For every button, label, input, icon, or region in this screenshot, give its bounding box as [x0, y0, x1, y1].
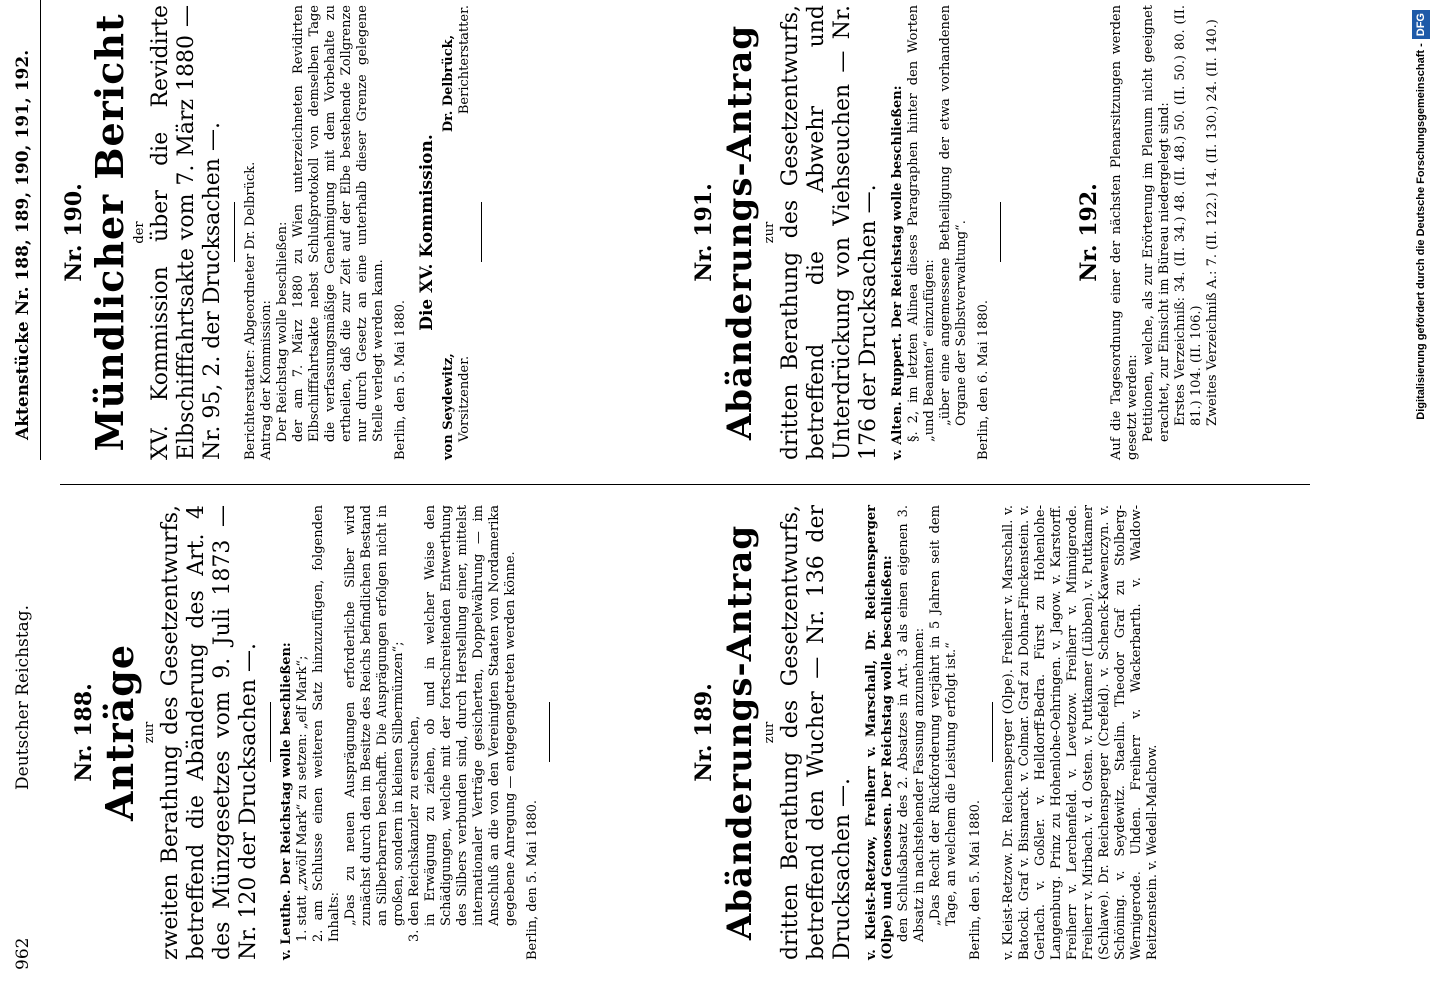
column-divider	[60, 484, 1310, 485]
nr191-text: §. 2, im letzten Alinea dieses Paragraphen hinter den Worten „und Beamten“ einzufügen:	[906, 5, 937, 442]
nr189-zur: zur	[762, 721, 777, 744]
nr188-title: Anträge	[97, 643, 142, 822]
nr188-item-1: 1. statt „zwölf Mark“ zu setzen: „elf Mark“;	[295, 655, 310, 942]
section-heading: Aktenstücke Nr. 188, 189, 190, 191, 192.	[13, 49, 33, 440]
nr190-reporter-sig	[441, 5, 473, 132]
nr190-rule	[234, 203, 235, 263]
nr191-subject: dritten Berathung des Gesetzentwurfs, betreffend die Abwehr und Unterdrückung von Viehseuchen — Nr. 176 der Drucksachen —.	[778, 5, 881, 460]
nr191-quote: „über eine angemessene Betheiligung der etwa vorhandenen Organe der Selbstverwaltung“.	[938, 5, 969, 426]
nr188-subject: zweiten Berathung des Gesetzentwurfs, betreffend die Abänderung des Art. 4 des Münzgesetzes vom 9. Juli 1873 — Nr. 120 der Drucksachen —.	[158, 505, 261, 960]
nr190-signatures	[441, 5, 473, 460]
nr190-der: der	[132, 221, 147, 244]
nr189-quote: „Das Recht der Rückforderung verjährt in 5 Jahren seit dem Tage, an welchem die Leistung erfolgt ist.“	[928, 505, 959, 926]
nr189-text: den Schlußabsatz des 2. Absatzes in Art. 3 als einen eigenen 3. Absatz in nachstehender Fassung anzunehmen:	[896, 505, 927, 942]
nr189-mover: v. Kleist-Retzow, Freiherr v. Marschall, Dr. Reichensperger (Olpe) und Genossen. Der Reichstag wolle beschließen:	[864, 505, 895, 960]
nr191-title: Abänderungs-Antrag	[720, 24, 760, 441]
page-number: 962	[13, 937, 33, 970]
nr190-title: Mündlicher Bericht	[87, 13, 132, 452]
column-right-lower	[1075, 5, 1221, 460]
header-rule	[40, 0, 41, 460]
nr188-item-3: 3. den Reichskanzler zu ersuchen,	[407, 715, 422, 942]
nr188-number: Nr. 188.	[71, 683, 97, 782]
nr190-date: Berlin, den 5. Mai 1880.	[393, 299, 408, 460]
nr190-reporter-role: Berichterstatter.	[457, 5, 472, 115]
nr189-rule	[992, 703, 993, 763]
nr188-rule	[270, 703, 271, 763]
nr188-mover: v. Leuthe. Der Reichstag wolle beschließen:	[279, 642, 294, 960]
nr190-end-rule	[481, 203, 482, 263]
nr192-text: Petitionen, welche, als zur Erörterung im Plenum nicht geeignet erachtet, zur Einsicht im Büreau niedergelegt sind:	[1141, 5, 1172, 442]
column-right-middle	[690, 5, 1009, 460]
digitization-notice	[1412, 0, 1432, 1000]
nr190-commission: Die XV. Kommission.	[417, 134, 437, 331]
nr190-text: der am 7. März 1880 zu Wien unterzeichneten Revidirten Elbschifffahrtsakte nebst Schlußprotokoll von demselben Tage die verfassungsmäßige Genehmigung mit dem Vorbehalte zu ertheilen, daß die zur Zeit auf der Elbe bestehende Zollgrenze nur durch Gesetz an eine unterhalb dieser Grenze gelegene Stelle verlegt werden kann.	[291, 5, 386, 442]
digitization-strip	[1410, 0, 1432, 1000]
nr191-mover: v. Alten. Ruppert. Der Reichstag wolle beschließen:	[890, 85, 905, 460]
nr190-chair-name: von Seydewitz,	[441, 353, 456, 460]
nr191-number: Nr. 191.	[691, 183, 717, 282]
column-left-lower	[690, 505, 1161, 960]
nr188-end-rule	[549, 703, 550, 763]
nr188-item-2-quote: „Das zu neuen Ausprägungen erforderliche Silber wird zunächst durch den im Besitze des Reichs befindlichen Bestand an Silberbarren beschafft. Die Ausprägungen erfolgen nicht in großen, sondern in kleinen Silbermünzen“;	[343, 505, 406, 926]
nr189-number: Nr. 189.	[691, 683, 717, 782]
nr190-subject: XV. Kommission über die Revidirte Elbschifffahrtsakte vom 7. März 1880 — Nr. 95, 2. der Drucksachen —.	[148, 5, 225, 460]
nr188-date: Berlin, den 5. Mai 1880.	[525, 799, 540, 960]
running-title: Deutscher Reichstag.	[13, 605, 33, 790]
nr190-reporter-name: Dr. Delbrück,	[441, 34, 456, 133]
nr190-reporter: Berichterstatter: Abgeordneter Dr. Delbrück.	[243, 161, 258, 460]
column-left-upper	[70, 505, 558, 960]
nr191-rule	[1000, 203, 1001, 263]
nr188-zur: zur	[142, 721, 157, 744]
nr192-list-1: Erstes Verzeichniß: 34. (II. 34.) 48. (II. 48.) 50. (II. 50.) 80. (II. 81.) 104. (II. 106.)	[1173, 5, 1204, 426]
nr189-subject: dritten Berathung des Gesetzentwurfs, betreffend den Wucher — Nr. 136 der Drucksachen —.	[778, 505, 855, 960]
digitization-text: Digitalisierung gefördert durch die Deutsche Forschungsgemeinschaft -	[1415, 43, 1427, 420]
nr188-item-3-text: in Erwägung zu ziehen, ob und in welcher Weise den Schädigungen, welche mit der fortschreitenden Entwerthung des Silbers verbunden sind, durch Herstellung einer, mittelst internationaler Verträge gesicherten, Doppelwährung — im Anschluß an die von den Vereinigten Staaten von Nordamerika gegebene Anregung — entgegengetreten werden könne.	[423, 505, 518, 926]
nr189-date: Berlin, den 5. Mai 1880.	[968, 799, 983, 960]
nr190-chair	[441, 353, 473, 460]
nr192-list-2: Zweites Verzeichniß A.: 7. (II. 122.) 14. (II. 130.) 24. (II. 140.)	[1205, 19, 1220, 426]
nr189-title: Abänderungs-Antrag	[720, 524, 760, 941]
nr192-intro: Auf die Tagesordnung einer der nächsten Plenarsitzungen werden gesetzt werden:	[1109, 5, 1140, 460]
nr190-resolve: Der Reichstag wolle beschließen:	[275, 221, 290, 442]
nr188-item-2: 2. am Schlusse einen weiteren Satz hinzuzufügen, folgenden Inhalts:	[311, 505, 342, 942]
nr190-antrag: Antrag der Kommission:	[259, 300, 274, 460]
dfg-logo: DFG	[1412, 10, 1430, 39]
nr190-chair-role: Vorsitzender.	[457, 355, 472, 442]
column-right-upper	[60, 5, 490, 460]
nr189-signers: v. Kleist-Retzow. Dr. Reichensperger (Olpe). Freiherr v. Marschall. v. Batocki. Graf v. Bismarck. v. Colmar. Graf zu Dohna-Finckenstein. v. Gerlach. v. Goßler. v. Helldorff-Bedra. Fürst zu Hohenlohe-Langenburg. Prinz zu Hohenlohe-Oehringen. v. Jagow. v. Karstorff. Freiherr v. Lerchenfeld. v. Levetzow. Freiherr v. Minnigerode. Freiherr v. Mirbach. v. d. Osten. v. Puttkamer (Lübben). v. Puttkamer (Schlawe). Dr. Reichensperger (Crefeld). v. Schenck-Kawenczyn. v. Schöning. v. Seydewitz. Staelin. Theodor Graf zu Stolberg-Wernigerode. Uhden. Freiherr v. Wackerbarth. v. Waldow-Reitzenstein. v. Wedell-Malchow.	[1001, 505, 1160, 960]
nr191-date: Berlin, den 6. Mai 1880.	[976, 299, 991, 460]
nr191-zur: zur	[762, 221, 777, 244]
nr190-number: Nr. 190.	[61, 183, 87, 282]
nr192-number: Nr. 192.	[1076, 183, 1102, 282]
